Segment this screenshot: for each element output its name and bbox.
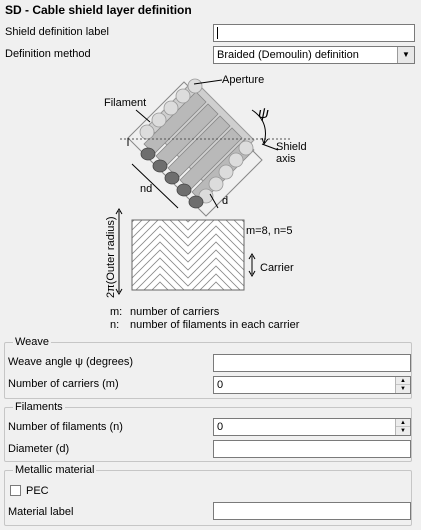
definition-method-value: Braided (Demoulin) definition — [217, 49, 359, 61]
d-label: d — [222, 195, 229, 207]
filaments-group-title: Filaments — [15, 401, 63, 413]
legend-n-text: number of filaments in each carrier — [130, 319, 300, 331]
legend-m-text: number of carriers — [130, 306, 220, 318]
carrier-label: Carrier — [260, 262, 294, 274]
legend-n-key: n: — [110, 319, 120, 331]
weave-group-title: Weave — [15, 336, 50, 348]
shield-axis-label-2: axis — [276, 153, 296, 165]
material-label-input[interactable] — [213, 502, 411, 520]
diameter-label: Diameter (d) — [8, 443, 70, 455]
dialog-title: SD - Cable shield layer definition — [5, 3, 192, 17]
legend-m-key: m: — [110, 306, 123, 318]
carriers-value: 0 — [217, 379, 224, 391]
definition-method-text: Definition method — [5, 48, 91, 60]
carriers-label: Number of carriers (m) — [8, 378, 119, 390]
pec-label: PEC — [26, 485, 49, 497]
pec-checkbox[interactable] — [10, 485, 21, 496]
material-label-text: Material label — [8, 506, 74, 518]
diameter-input[interactable] — [213, 440, 411, 458]
weave-pattern — [132, 220, 244, 290]
filament-label: Filament — [104, 97, 147, 109]
weave-angle-input[interactable] — [213, 354, 411, 372]
definition-method-select[interactable] — [213, 46, 415, 64]
shield-label-text: Shield definition label — [5, 26, 109, 38]
carriers-spinner[interactable] — [213, 376, 411, 394]
filament-count-label: Number of filaments (n) — [8, 421, 123, 433]
chevron-down-icon[interactable]: ▼ — [397, 47, 414, 63]
outer-radius-label: 2π(Outer radius) — [105, 216, 117, 298]
spin-up-icon[interactable]: ▲ — [396, 377, 410, 385]
shield-label-input[interactable] — [213, 24, 415, 42]
filament-count-spinner[interactable] — [213, 418, 411, 436]
aperture-label: Aperture — [222, 74, 265, 86]
mn-label: m=8, n=5 — [246, 225, 293, 237]
metallic-material-group-title: Metallic material — [15, 464, 95, 476]
spin-down-icon[interactable]: ▼ — [396, 427, 410, 435]
shield-axis-label-1: Shield — [276, 141, 307, 153]
nd-label: nd — [140, 183, 153, 195]
psi-label: ψ — [258, 105, 269, 122]
braid-diagram — [0, 66, 421, 336]
weave-angle-label: Weave angle ψ (degrees) — [8, 356, 134, 368]
spin-up-icon[interactable]: ▲ — [396, 419, 410, 427]
spin-down-icon[interactable]: ▼ — [396, 385, 410, 393]
filament-count-value: 0 — [217, 421, 224, 433]
